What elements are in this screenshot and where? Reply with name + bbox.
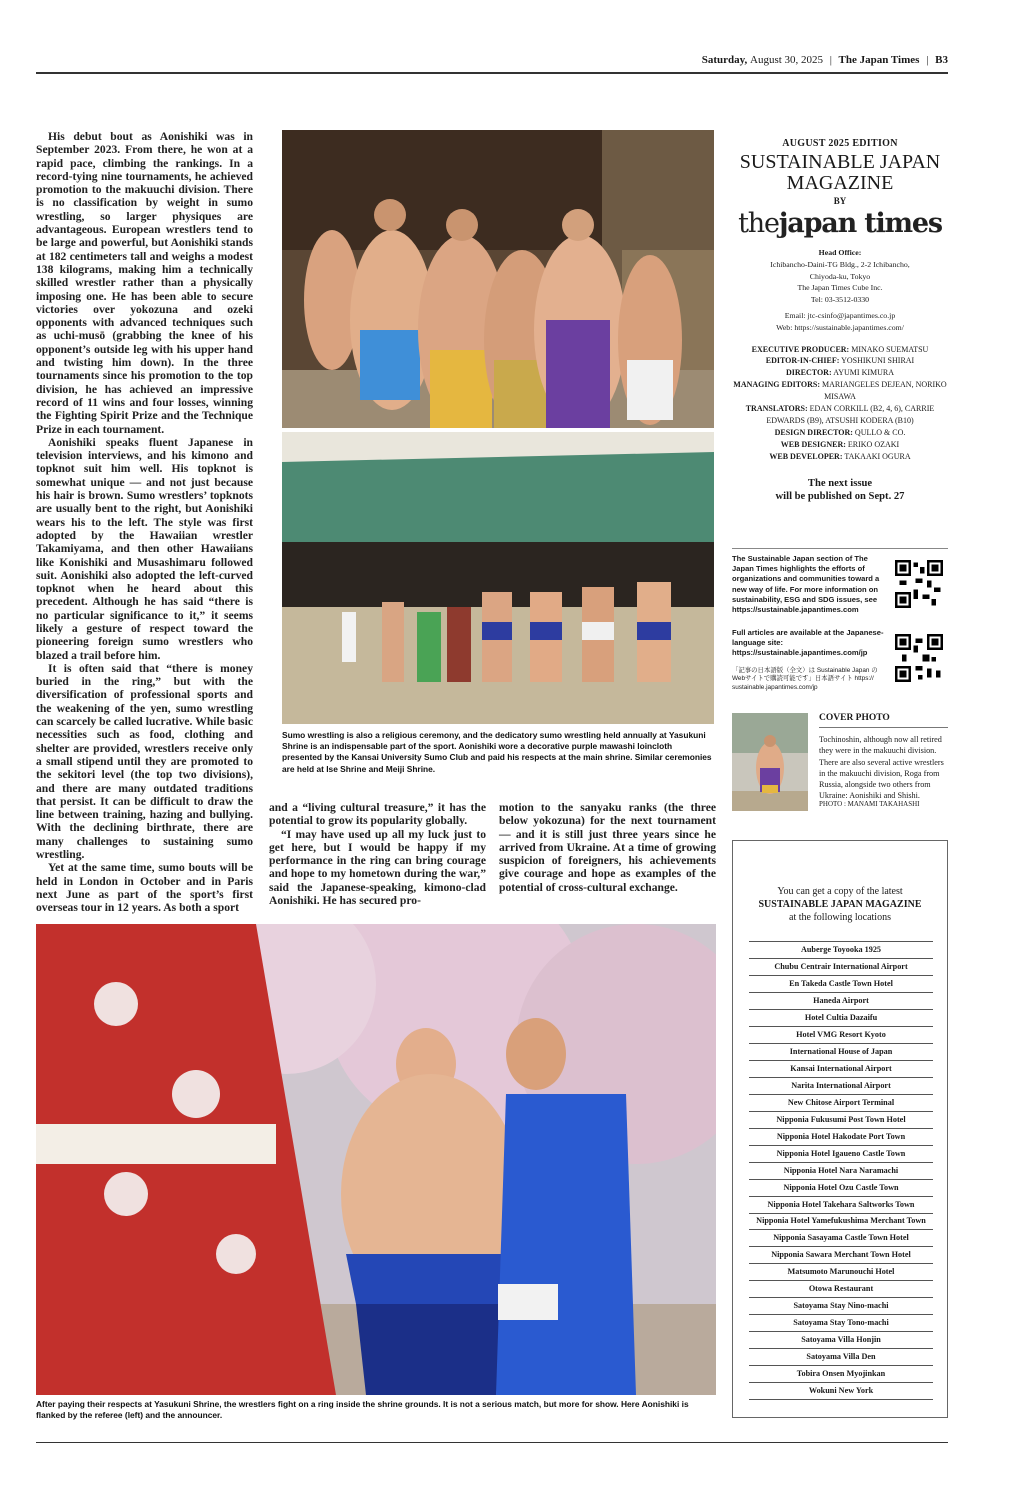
location-item: Nipponia Sawara Merchant Town Hotel [749, 1246, 933, 1263]
header-page: B3 [935, 54, 948, 66]
staff-line: DESIGN DIRECTOR: QULLO & CO. [774, 427, 906, 437]
article-column-2 [269, 801, 486, 907]
location-item: Haneda Airport [749, 992, 933, 1009]
staff-line: EXECUTIVE PRODUCER: MINAKO SUEMATSU [751, 344, 929, 354]
qr-info-text-2: Full articles are available at the Japanese-language site: https://sustainable.japantimes.com/jp [732, 628, 884, 658]
logo-japan-times: japan times [778, 208, 942, 239]
head-office-title: Head Office: [818, 248, 862, 257]
cover-photo-thumbnail [732, 713, 808, 811]
by-label: BY [833, 196, 847, 206]
staff-line: DIRECTOR: AYUMI KIMURA [785, 368, 895, 378]
qr-info-text-1: The Sustainable Japan section of The Japan Times highlights the efforts of organizations and communities toward a new way of life. For more information on sustainability, ESG and SDG issues, see https://sustainable.japantimes.com [732, 554, 880, 615]
staff-line: WEB DEVELOPER: TAKAAKI OGURA [769, 451, 911, 461]
head-office-line: Email: jtc-csinfo@japantimes.co.jp [784, 310, 896, 320]
location-item: Narita International Airport [749, 1077, 933, 1094]
next-issue-notice: The next issue will be published on Sept. 27 [775, 477, 905, 502]
location-item: Satoyama Stay Tono-machi [749, 1314, 933, 1331]
cover-photo-credit: PHOTO : MANAMI TAKAHASHI [819, 800, 920, 808]
location-item: Nipponia Hotel Yamefukushima Merchant Town [749, 1213, 933, 1229]
location-item: Satoyama Villa Den [749, 1348, 933, 1365]
location-item: Nipponia Hotel Takehara Saltworks Town [749, 1196, 933, 1213]
magazine-title-line-1: SUSTAINABLE JAPAN [739, 151, 941, 173]
staff-line: WEB DESIGNER: ERIKO OZAKI [780, 439, 900, 449]
location-item: Nipponia Hotel Ozu Castle Town [749, 1179, 933, 1196]
cover-rule [819, 727, 948, 728]
sidebar-rule [732, 548, 948, 549]
staff-credits [732, 344, 948, 463]
header-rule [36, 72, 948, 74]
qr-code-2[interactable] [895, 634, 943, 682]
head-office-line: Chiyoda-ku, Tokyo [809, 271, 871, 281]
header-day: Saturday, [701, 54, 748, 66]
location-item: Satoyama Stay Nino-machi [749, 1297, 933, 1314]
location-item: Tobira Onsen Myojinkan [749, 1365, 933, 1382]
location-item: Hotel VMG Resort Kyoto [749, 1026, 933, 1043]
article-column-1 [36, 130, 253, 915]
location-item: Nipponia Sasayama Castle Town Hotel [749, 1229, 933, 1246]
location-item: Nipponia Hotel Igaueno Castle Town [749, 1145, 933, 1162]
edition-label: AUGUST 2025 EDITION [782, 138, 898, 149]
head-office-line: Ichibancho-Daini-TG Bldg., 2-2 Ichibancho, [770, 259, 910, 269]
article-paragraph: His debut bout as Aonishiki was in September 2023. From there, he won at a rapid pace, climbing the rankings. In a record-tying nine tournaments, he achieved promotion to the makuuchi division. There is no classification by weight in sumo wrestling, so larger physiques are advantageous. European wrestlers tend to be large and powerful, but Aonishiki stands at 182 centimeters tall and weighs a modest 138 kilograms, making him a technically skilled wrestler rather than a physically imposing one. He has been able to secure victories over yokozuna and ozeki opponents with advanced techniques such as uchi-musō (grabbing the knee of his opponent’s outside leg with his upper hand and twisting him down). In the three tournaments since his promotion to the top division, he has achieved an impressive record of 11 wins and four losses, winning the Fighting Spirit Prize and the Technique Prize in each tournament. [36, 130, 253, 436]
staff-line: MANAGING EDITORS: MARIANGELES DEJEAN, NORIKO MISAWA [733, 380, 947, 402]
location-item: Wokuni New York [749, 1382, 933, 1400]
article-paragraph: Aonishiki speaks fluent Japanese in television interviews, and his kimono and topknot suit him well. His topknot is somewhat unique — and not just because his hair is brown. Sumo wrestlers’ topknots are usually bent to the right, but Aonishiki wears his to the left. The style was first adopted by the Hawaiian wrestler Takamiyama, and then other Hawaiians like Konishiki and Musashimaru followed suit. Aonishiki also adopted the left-curved topknot when he heard about this precedent. Although he has said “there is no particular significance to it,” it seems likely a gesture of respect toward the pioneering foreign sumo wrestlers who blazed a trail before him. [36, 435, 253, 662]
article-paragraph: and a “living cultural treasure,” it has the potential to grow its popularity globally. [269, 801, 486, 828]
magazine-title-line-2: MAGAZINE [786, 172, 894, 194]
location-item: Otowa Restaurant [749, 1280, 933, 1297]
location-item: Nipponia Fukusumi Post Town Hotel [749, 1111, 933, 1128]
qr-info-text-jp: 「記事の日本語版（全文）は Sustainable Japan の Webサイトで購読可能です」日本語サイト https:// sustainable.japantimes.com/jp [732, 667, 878, 691]
article-paragraph: “I may have used up all my luck just to get here, but I would be happy if my performance in the ring can bring courage and hope to my hometown during the war,” said the Japanese-speaking, kimono-clad Aonishiki. He has secured pro- [269, 827, 486, 908]
locations-heading: You can get a copy of the latest SUSTAINABLE JAPAN MAGAZINE at the following locations [758, 886, 922, 923]
header-date: August 30, 2025 [750, 54, 824, 66]
cover-photo-text: Tochinoshin, although now all retired they were in the makuuchi division. There are also several active wrestlers in the makuuchi division, Roga from Russia, alongside two others from Ukraine: Aonishiki and Shishi. [819, 735, 944, 801]
photo-wrestlers-procession [282, 130, 714, 428]
location-item: Chubu Centrair International Airport [749, 958, 933, 975]
photo-shrine-ceremony [282, 432, 714, 724]
logo-the: the [738, 208, 779, 239]
footer-rule [36, 1442, 948, 1443]
photo-aonishiki-ring [36, 924, 716, 1395]
location-item: New Chitose Airport Terminal [749, 1094, 933, 1111]
photo-caption-ring: After paying their respects at Yasukuni Shrine, the wrestlers fight on a ring inside the shrine grounds. It is not a serious match, but more for show. Here Aonishiki is flanked by the referee (left) and the announcer. [36, 1399, 689, 1421]
location-item: En Takeda Castle Town Hotel [749, 975, 933, 992]
article-paragraph: motion to the sanyaku ranks (the three below yokozuna) for the next tournament — and it is still just three years since he arrived from Ukraine. At a time of growing suspicion of foreigners, his achievements give courage and hope as examples of the potential of cross-cultural exchange. [499, 801, 716, 894]
location-item: Matsumoto Marunouchi Hotel [749, 1263, 933, 1280]
cover-photo-heading: COVER PHOTO [819, 713, 890, 723]
location-item: Nipponia Hotel Hakodate Port Town [749, 1128, 933, 1145]
location-item: Auberge Toyooka 1925 [749, 941, 933, 958]
location-item: Kansai International Airport [749, 1060, 933, 1077]
qr-code-1[interactable] [895, 560, 943, 608]
japan-times-logo [732, 208, 948, 239]
page-header: Saturday, August 30, 2025 | The Japan Times | B3 [701, 54, 948, 66]
location-item: Nipponia Hotel Nara Naramachi [749, 1162, 933, 1179]
head-office-line: Tel: 03-3512-0330 [810, 295, 870, 305]
staff-line: EDITOR-IN-CHIEF: YOSHIKUNI SHIRAI [765, 356, 915, 366]
photo-caption-ceremony: Sumo wrestling is also a religious ceremony, and the dedicatory sumo wrestling held annually at Yasukuni Shrine is an indispensable part of the sport. Aonishiki wore a decorative purple mawashi loincloth presented by the Kansai University Sumo Club and paid his respects at the main shrine. Similar ceremonies are held at Ise Shrine and Meiji Shrine. [282, 730, 712, 774]
article-column-3 [499, 801, 716, 894]
header-paper: The Japan Times [838, 54, 920, 66]
head-office-line: The Japan Times Cube Inc. [797, 283, 883, 293]
magazine-title [732, 152, 948, 194]
location-item: Hotel Cultia Dazaifu [749, 1009, 933, 1026]
masthead-sidebar [732, 138, 948, 503]
head-office-line: Web: https://sustainable.japantimes.com/ [776, 322, 904, 332]
article-paragraph: It is often said that “there is money buried in the ring,” but with the diversification of professional sports and the weakening of the yen, sumo wrestling can scarcely be called lucrative. While basic necessities such as food, clothing and shelter are provided, wrestlers receive only a small stipend until they are promoted to the sekitori level (the top two divisions), and there are many outdated traditions that persist. It can be difficult to draw the line between training, hazing and bullying. With the declining birthrate, there are many challenges to sustaining sumo wrestling. [36, 661, 253, 862]
location-item: International House of Japan [749, 1043, 933, 1060]
locations-list [749, 941, 933, 1400]
location-item: Satoyama Villa Honjin [749, 1331, 933, 1348]
staff-line: TRANSLATORS: EDAN CORKILL (B2, 4, 6), CARRIE EDWARDS (B9), ATSUSHI KODERA (B10) [745, 404, 935, 426]
locations-box [732, 840, 948, 1418]
article-paragraph: Yet at the same time, sumo bouts will be held in London in October and in Paris next June as part of the sport’s first overseas tour in 12 years. As both a sport [36, 861, 253, 915]
head-office-block [732, 247, 948, 334]
